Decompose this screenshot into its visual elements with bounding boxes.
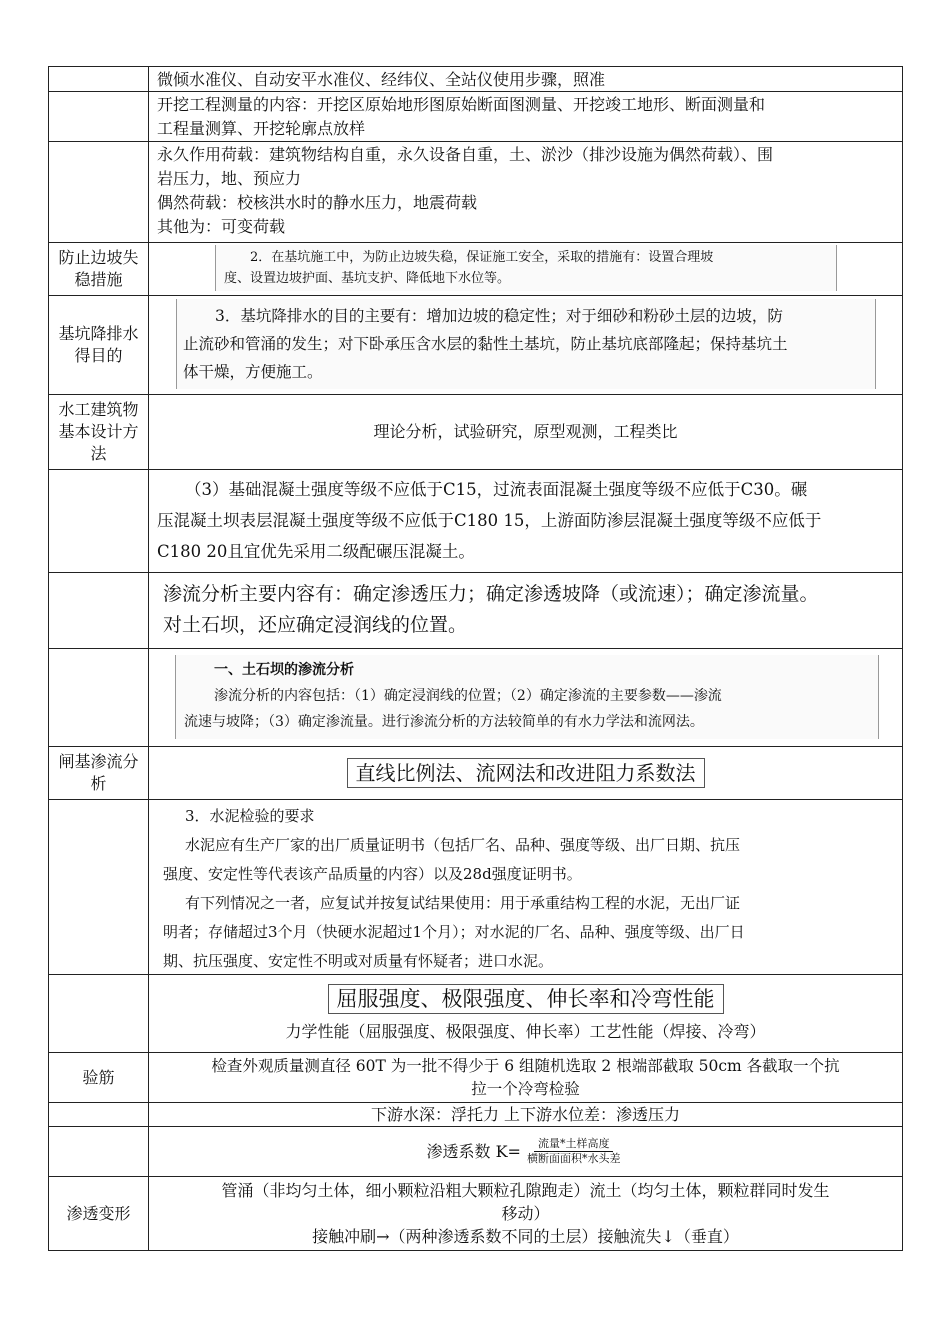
row-label (49, 67, 149, 91)
row-content (149, 142, 902, 242)
row-label: 基坑降排水得目的 (49, 296, 149, 394)
text-line: 下游水深：浮托力 上下游水位差：渗透压力 (370, 1104, 681, 1124)
text-line: （3）基础混凝土强度等级不应低于C15，过流表面混凝土强度等级不应低于C30。碾 (185, 480, 808, 499)
row-label (49, 142, 149, 242)
row-content (149, 92, 902, 141)
text-line: 开挖工程测量的内容：开挖区原始地形图原始断面图测量、开挖竣工地形、断面测量和 (157, 95, 766, 114)
row-content (149, 1127, 902, 1176)
scanned-excerpt (175, 655, 879, 739)
text-line: 偶然荷载：校核洪水时的静水压力，地震荷载 (157, 193, 478, 212)
row-content (149, 1177, 902, 1250)
text-line: 移动） (501, 1204, 550, 1223)
text-line: 明者；存储超过3个月（快硬水泥超过1个月）；对水泥的厂名、品种、强度等级、出厂日 (163, 923, 745, 941)
table-row (49, 1177, 902, 1250)
table-row (49, 92, 902, 142)
table-row (49, 142, 902, 243)
row-label (49, 1127, 149, 1176)
table-row (49, 975, 902, 1053)
table-row (49, 296, 902, 395)
text-line: 管涌（非均匀土体，细小颗粒沿粗大颗粒孔隙跑走）流土（均匀土体，颗粒群同时发生 (221, 1181, 830, 1200)
text-line: 拉一个冷弯检验 (471, 1079, 580, 1098)
table-row (49, 747, 902, 800)
table-row (49, 67, 902, 92)
row-label: 防止边坡失稳措施 (49, 243, 149, 295)
text-line: 期、抗压强度、安定性不明或对质量有怀疑者；进口水泥。 (163, 952, 554, 970)
text-line: 渗流分析主要内容有：确定渗透压力；确定渗透坡降（或流速）；确定渗流量。 (163, 583, 819, 605)
row-content (149, 975, 902, 1052)
text-line: 力学性能（屈服强度、极限强度、伸长率）工艺性能（焊接、冷弯） (285, 1021, 766, 1041)
scanned-excerpt (176, 299, 876, 389)
row-content (149, 747, 902, 799)
row-content (149, 1103, 902, 1126)
row-content (149, 649, 902, 746)
table-row (49, 573, 902, 649)
text-line: 工程量测算、开挖轮廓点放样 (157, 119, 366, 138)
text-line: 3．基坑降排水的目的主要有：增加边坡的稳定性；对于细砂和粉砂土层的边坡，防 (215, 307, 783, 325)
row-label (49, 975, 149, 1052)
row-content (149, 67, 902, 91)
row-label (49, 800, 149, 974)
text-line: 止流砂和管涌的发生；对下卧承压含水层的黏性土基坑，防止基坑底部隆起；保持基坑土 (183, 335, 788, 353)
text-line: 水泥应有生产厂家的出厂质量证明书（包括厂名、品种、强度等级、出厂日期、抗压 (185, 836, 741, 854)
excerpt-heading: 一、土石坝的渗流分析 (214, 662, 354, 678)
table-row (49, 470, 902, 573)
text-line: 理论分析，试验研究，原型观测，工程类比 (373, 422, 678, 441)
property-box: 屈服强度、极限强度、伸长率和冷弯性能 (328, 984, 724, 1014)
row-label (49, 470, 149, 572)
text-line: 有下列情况之一者，应复试并按复试结果使用：用于承重结构工程的水泥，无出厂证 (185, 894, 741, 912)
row-content (149, 470, 902, 572)
formula-numerator: 流量*土样高度 (534, 1137, 614, 1152)
table-row (49, 800, 902, 975)
text-line: 流速与坡降；（3）确定渗流量。进行渗流分析的方法较简单的有水力学法和流网法。 (184, 714, 704, 730)
excerpt-heading: 3．水泥检验的要求 (185, 807, 315, 825)
scanned-excerpt (215, 245, 837, 291)
row-label (49, 649, 149, 746)
text-line: 其他为：可变荷载 (157, 217, 286, 236)
table-row (49, 1103, 902, 1127)
row-label (49, 573, 149, 648)
text-line: 强度、安定性等代表该产品质量的内容）以及28d强度证明书。 (163, 865, 582, 883)
text-line: 2．在基坑施工中，为防止边坡失稳，保证施工安全，采取的措施有：设置合理坡 (250, 250, 714, 265)
row-content (149, 243, 902, 295)
text-line: 永久作用荷载：建筑物结构自重，永久设备自重，土、淤沙（排沙设施为偶然荷载）、围 (157, 145, 774, 164)
row-content (149, 395, 902, 469)
row-label: 闸基渗流分析 (49, 747, 149, 799)
text-line: 渗流分析的内容包括：（1）确定浸润线的位置；（2）确定渗流的主要参数——渗流 (214, 688, 722, 704)
row-label (49, 92, 149, 141)
text-line: 度、设置边坡护面、基坑支护、降低地下水位等。 (224, 271, 511, 286)
row-content (149, 1053, 902, 1102)
table-row (49, 1053, 902, 1103)
row-label (49, 1103, 149, 1126)
table-row (49, 649, 902, 747)
row-label: 渗透变形 (49, 1177, 149, 1250)
text-line: C180 20且宜优先采用二级配碾压混凝土。 (157, 542, 475, 561)
table-row (49, 243, 902, 296)
row-label: 验筋 (49, 1053, 149, 1102)
row-label: 水工建筑物基本设计方法 (49, 395, 149, 469)
text-line: 检查外观质量测直径 60T 为一批不得少于 6 组随机选取 2 根端部截取 50cm 各截取一个抗 (211, 1056, 840, 1075)
formula (427, 1137, 625, 1166)
formula-denominator: 横断面面积*水头差 (526, 1152, 621, 1165)
formula-fraction (523, 1137, 625, 1166)
text-line: 对土石坝，还应确定浸润线的位置。 (163, 614, 468, 636)
text-line: 压混凝土坝表层混凝土强度等级不应低于C180 15，上游面防渗层混凝土强度等级不应低于 (157, 511, 822, 530)
text-line: 接触冲刷→（两种渗透系数不同的土层）接触流失↓（垂直） (312, 1227, 739, 1246)
table-row (49, 395, 902, 470)
text-line: 岩压力，地、预应力 (157, 169, 302, 188)
text-line: 体干燥，方便施工。 (183, 363, 323, 381)
table-row (49, 1127, 902, 1177)
row-content (149, 573, 902, 648)
text-line: 微倾水准仪、自动安平水准仪、经纬仪、全站仪使用步骤，照准 (157, 70, 606, 89)
notes-table (48, 66, 903, 1251)
row-content (149, 800, 902, 974)
method-box: 直线比例法、流网法和改进阻力系数法 (347, 758, 705, 788)
formula-prefix: 渗透系数 K= (426, 1141, 521, 1161)
row-content (149, 296, 902, 394)
